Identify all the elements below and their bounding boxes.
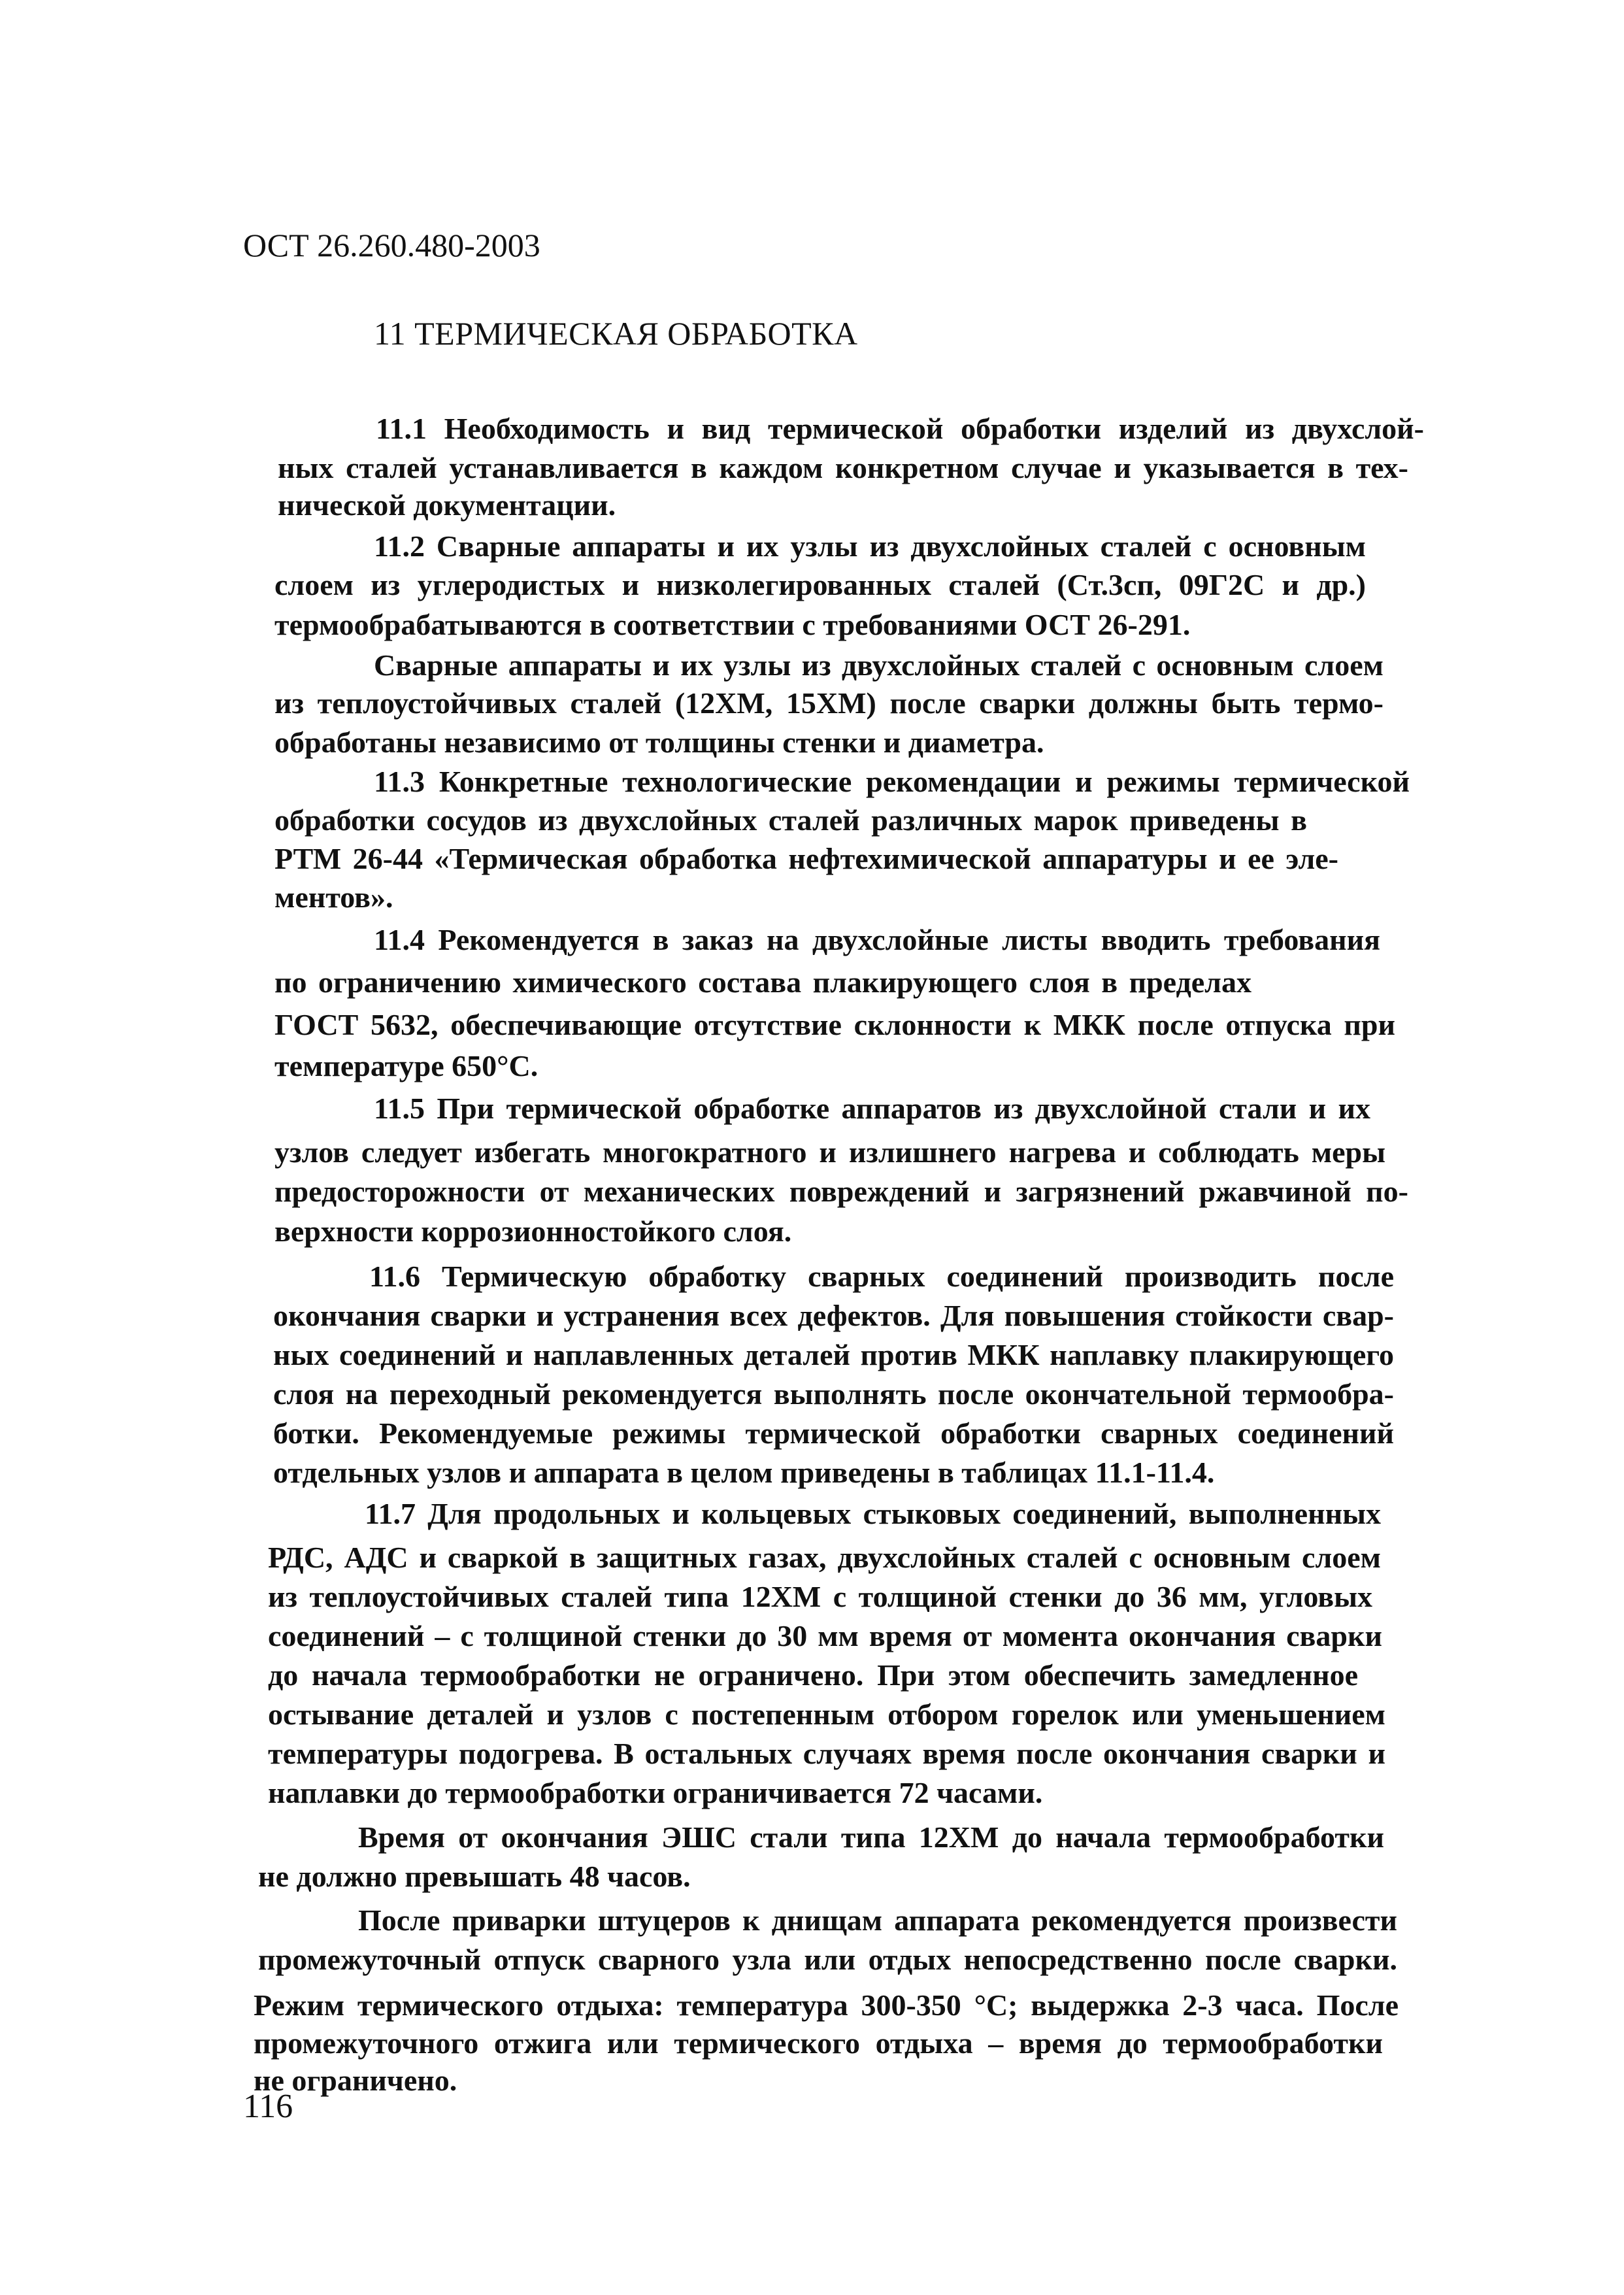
text-line-11-4-a: 11.4 Рекомендуется в заказ на двухслойные листы вводить требования: [374, 923, 1380, 956]
text-line-11-6-f: отдельных узлов и аппарата в целом приведены в таблицах 11.1-11.4.: [273, 1456, 1215, 1489]
text-line-11-5-d: верхности коррозионностойкого слоя.: [274, 1215, 792, 1248]
text-line-11-6-b: окончания сварки и устранения всех дефектов. Для повышения стойкости свар-: [273, 1299, 1394, 1332]
text-line-11-2-d: Сварные аппараты и их узлы из двухслойных сталей с основным слоем: [374, 648, 1384, 682]
text-line-11-7-h: наплавки до термообработки ограничивается 72 часами.: [268, 1776, 1043, 1809]
text-line-11-7-l: промежуточный отпуск сварного узла или отдых непосредственно после сварки.: [258, 1943, 1397, 1976]
text-line-11-5-b: узлов следует избегать многократного и излишнего нагрева и соблюдать меры: [274, 1135, 1385, 1169]
text-line-11-6-a: 11.6 Термическую обработку сварных соединений производить после: [369, 1260, 1394, 1293]
text-line-11-7-i: Время от окончания ЭШС стали типа 12ХМ до начала термообработки: [358, 1820, 1384, 1854]
text-line-11-1-a: 11.1 Необходимость и вид термической обработки изделий из двухслой-: [376, 412, 1424, 445]
text-line-11-7-e: до начала термообработки не ограничено. При этом обеспечить замедленное: [268, 1658, 1358, 1692]
page-number: 116: [243, 2088, 293, 2125]
text-line-11-3-a: 11.3 Конкретные технологические рекомендации и режимы термической: [374, 765, 1410, 798]
text-line-11-5-c: предосторожности от механических повреждений и загрязнений ржавчиной по-: [274, 1175, 1408, 1208]
text-line-11-7-d: соединений – с толщиной стенки до 30 мм время от момента окончания сварки: [268, 1619, 1382, 1652]
text-line-11-7-o: не ограничено.: [254, 2064, 457, 2097]
text-line-11-7-a: 11.7 Для продольных и кольцевых стыковых соединений, выполненных: [365, 1497, 1381, 1530]
document-code: ОСТ 26.260.480-2003: [243, 227, 540, 263]
text-line-11-7-j: не должно превышать 48 часов.: [258, 1860, 691, 1893]
text-line-11-7-g: температуры подогрева. В остальных случаях время после окончания сварки и: [268, 1737, 1385, 1770]
text-line-11-4-d: температуре 650°С.: [274, 1049, 539, 1082]
text-line-11-6-c: ных соединений и наплавленных деталей против МКК наплавку плакирующего: [273, 1338, 1394, 1371]
text-line-11-6-d: слоя на переходный рекомендуется выполнять после окончательной термообра-: [273, 1377, 1394, 1411]
text-line-11-7-b: РДС, АДС и сваркой в защитных газах, двухслойных сталей с основным слоем: [268, 1541, 1381, 1574]
text-line-11-2-b: слоем из углеродистых и низколегированных сталей (Ст.3сп, 09Г2С и др.): [274, 568, 1366, 601]
text-line-11-2-c: термообрабатываются в соответствии с требованиями ОСТ 26-291.: [274, 608, 1191, 641]
text-line-11-4-b: по ограничению химического состава плакирующего слоя в пределах: [274, 965, 1251, 999]
text-line-11-1-c: нической документации.: [278, 488, 616, 522]
text-line-11-5-a: 11.5 При термической обработке аппаратов из двухслойной стали и их: [374, 1092, 1370, 1125]
text-line-11-2-e: из теплоустойчивых сталей (12ХМ, 15ХМ) после сварки должны быть термо-: [274, 686, 1384, 720]
text-line-11-7-m: Режим термического отдыха: температура 300-350 °С; выдержка 2-3 часа. После: [254, 1988, 1399, 2022]
text-line-11-7-k: После приварки штуцеров к днищам аппарата рекомендуется произвести: [358, 1903, 1397, 1937]
text-line-11-4-c: ГОСТ 5632, обеспечивающие отсутствие склонности к МКК после отпуска при: [274, 1008, 1395, 1041]
text-line-11-7-c: из теплоустойчивых сталей типа 12ХМ с толщиной стенки до 36 мм, угловых: [268, 1580, 1372, 1613]
text-line-11-2-f: обработаны независимо от толщины стенки и диаметра.: [274, 726, 1044, 759]
text-line-11-7-f: остывание деталей и узлов с постепенным отбором горелок или уменьшением: [268, 1698, 1385, 1731]
text-line-11-1-b: ных сталей устанавливается в каждом конкретном случае и указывается в тех-: [278, 451, 1408, 484]
text-line-11-7-n: промежуточного отжига или термического отдыха – время до термообработки: [254, 2026, 1383, 2060]
text-line-11-6-e: ботки. Рекомендуемые режимы термической обработки сварных соединений: [273, 1416, 1394, 1450]
section-title: 11 ТЕРМИЧЕСКАЯ ОБРАБОТКА: [374, 315, 858, 352]
text-line-11-2-a: 11.2 Сварные аппараты и их узлы из двухслойных сталей с основным: [374, 529, 1366, 563]
text-line-11-3-d: ментов».: [274, 880, 393, 914]
text-line-11-3-c: РТМ 26-44 «Термическая обработка нефтехимической аппаратуры и ее эле-: [274, 842, 1338, 875]
text-line-11-3-b: обработки сосудов из двухслойных сталей различных марок приведены в: [274, 803, 1307, 837]
